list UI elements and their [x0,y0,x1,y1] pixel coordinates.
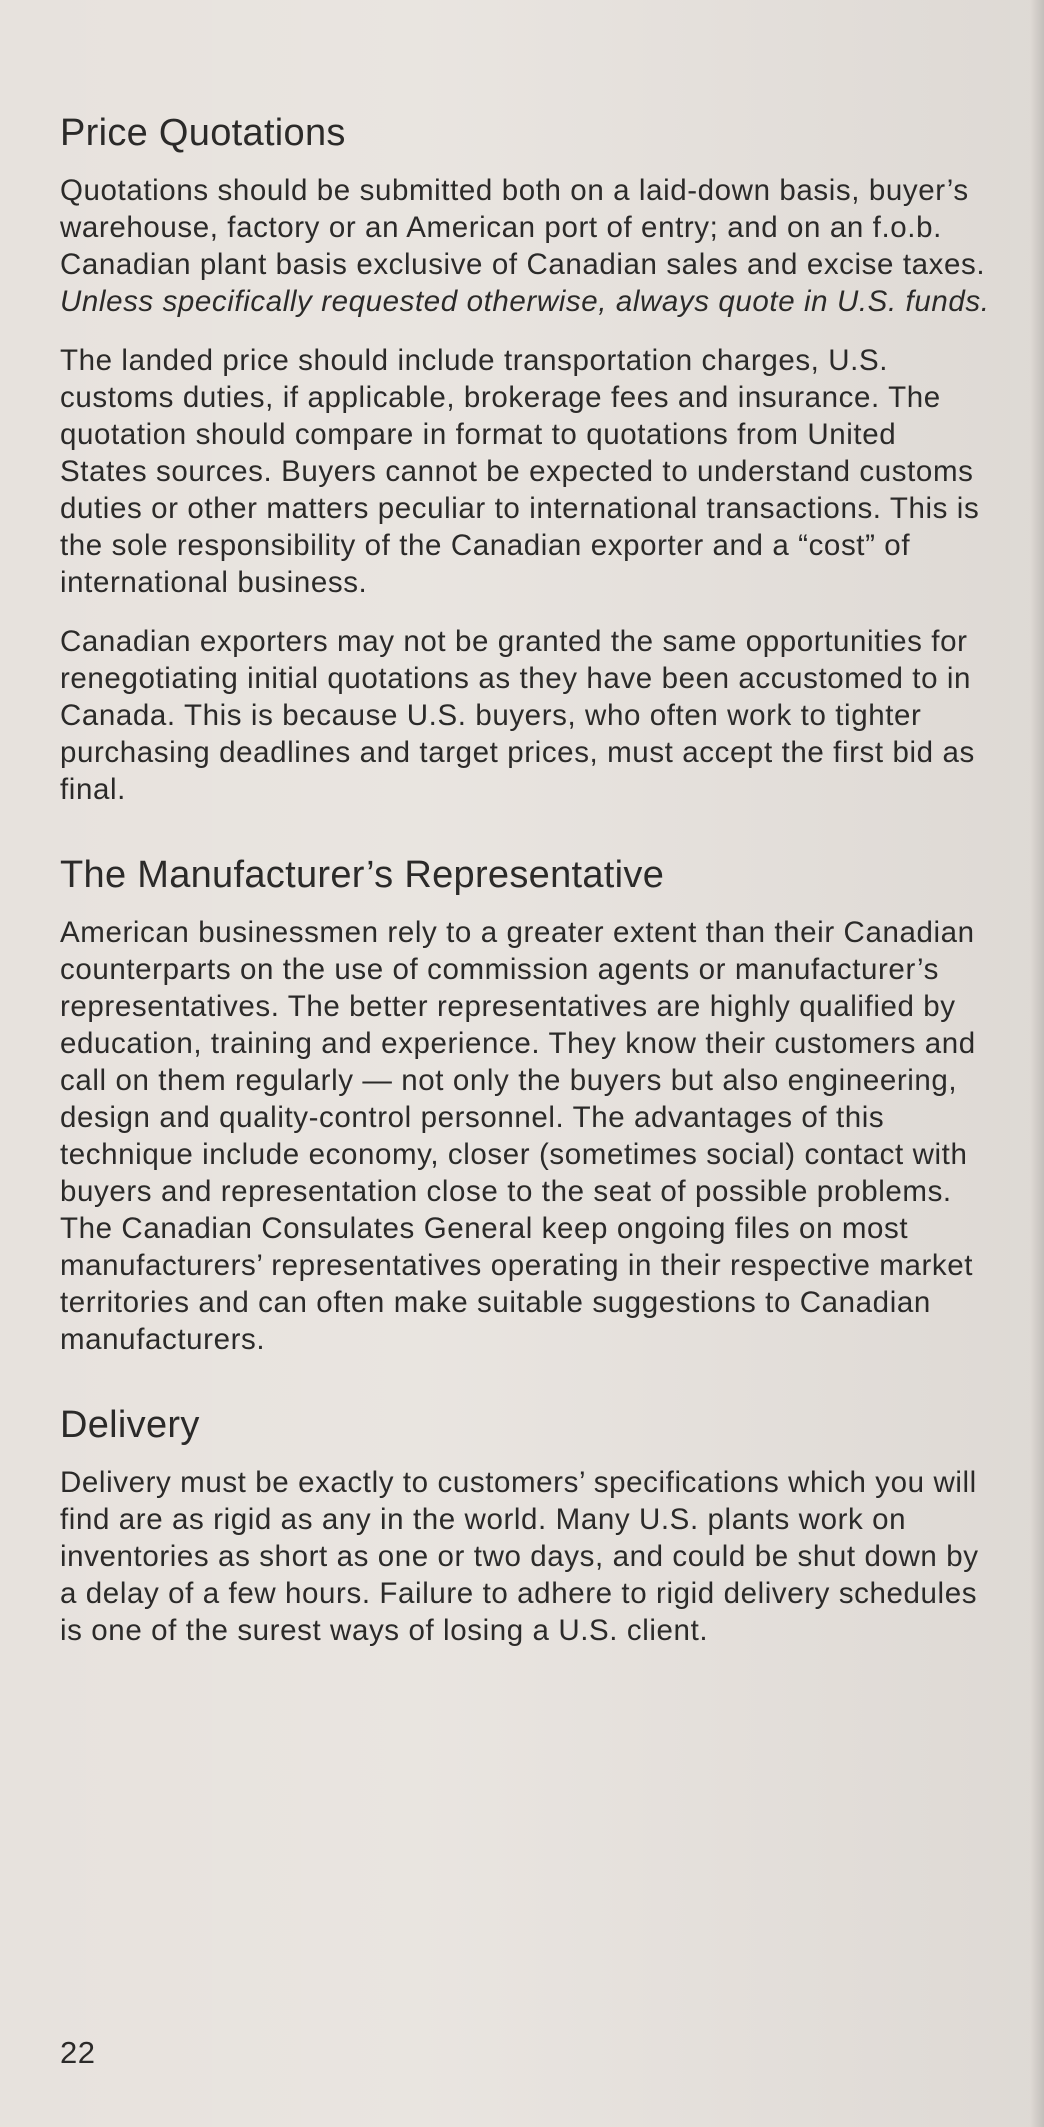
document-body [60,110,990,1671]
section-heading: The Manufacturer’s Representative [60,854,665,896]
paragraph: American businessmen rely to a greater extent than their Canadian counterparts on the use of commission agents or manufacturer’s representatives. The better representatives are highly qualified by education, training and experience. They know their customers and call on them regularly — not only the buyers but also engineering, design and quality-control personnel. The advantages of this technique include economy, closer (sometimes social) contact with buyers and representation close to the seat of possible problems. The Canadian Consulates General keep ongoing files on most manufacturers’ representatives operating in their respective market territories and can often make suitable suggestions to Canadian manufacturers. [60,916,976,1356]
page-edge-shadow [1030,0,1044,2127]
section-delivery [60,1402,990,1649]
paragraph-italic-text: Unless specifically requested otherwise, always quote in U.S. funds. [60,285,990,318]
section-price-quotations [60,110,990,808]
section-heading: Delivery [60,1404,200,1446]
paragraph: Canadian exporters may not be granted the same opportunities for renegotiating initial quotations as they have been accustomed to in Canada. This is because U.S. buyers, who often work to tighter purchasing deadlines and target prices, must accept the first bid as final. [60,625,975,806]
paragraph: Delivery must be exactly to customers’ specifications which you will find are as rigid as any in the world. Many U.S. plants work on inventories as short as one or two days, and could be shut down by a delay of a few hours. Failure to adhere to rigid delivery schedules is one of the surest ways of losing a U.S. client. [60,1466,979,1647]
page-number: 22 [60,2035,96,2070]
section-manufacturers-representative [60,852,990,1358]
section-heading: Price Quotations [60,112,346,154]
paragraph [60,172,990,320]
paragraph-text: Quotations should be submitted both on a laid-down basis, buyer’s warehouse, factory or an American port of entry; and on an f.o.b. Canadian plant basis exclusive of Canadian sales and excise taxes. [60,174,986,281]
paragraph: The landed price should include transportation charges, U.S. customs duties, if applicable, brokerage fees and insurance. The quotation should compare in format to quotations from United States sources. Buyers cannot be expected to understand customs duties or other matters peculiar to international transactions. This is the sole responsibility of the Canadian exporter and a “cost” of international business. [60,344,980,599]
